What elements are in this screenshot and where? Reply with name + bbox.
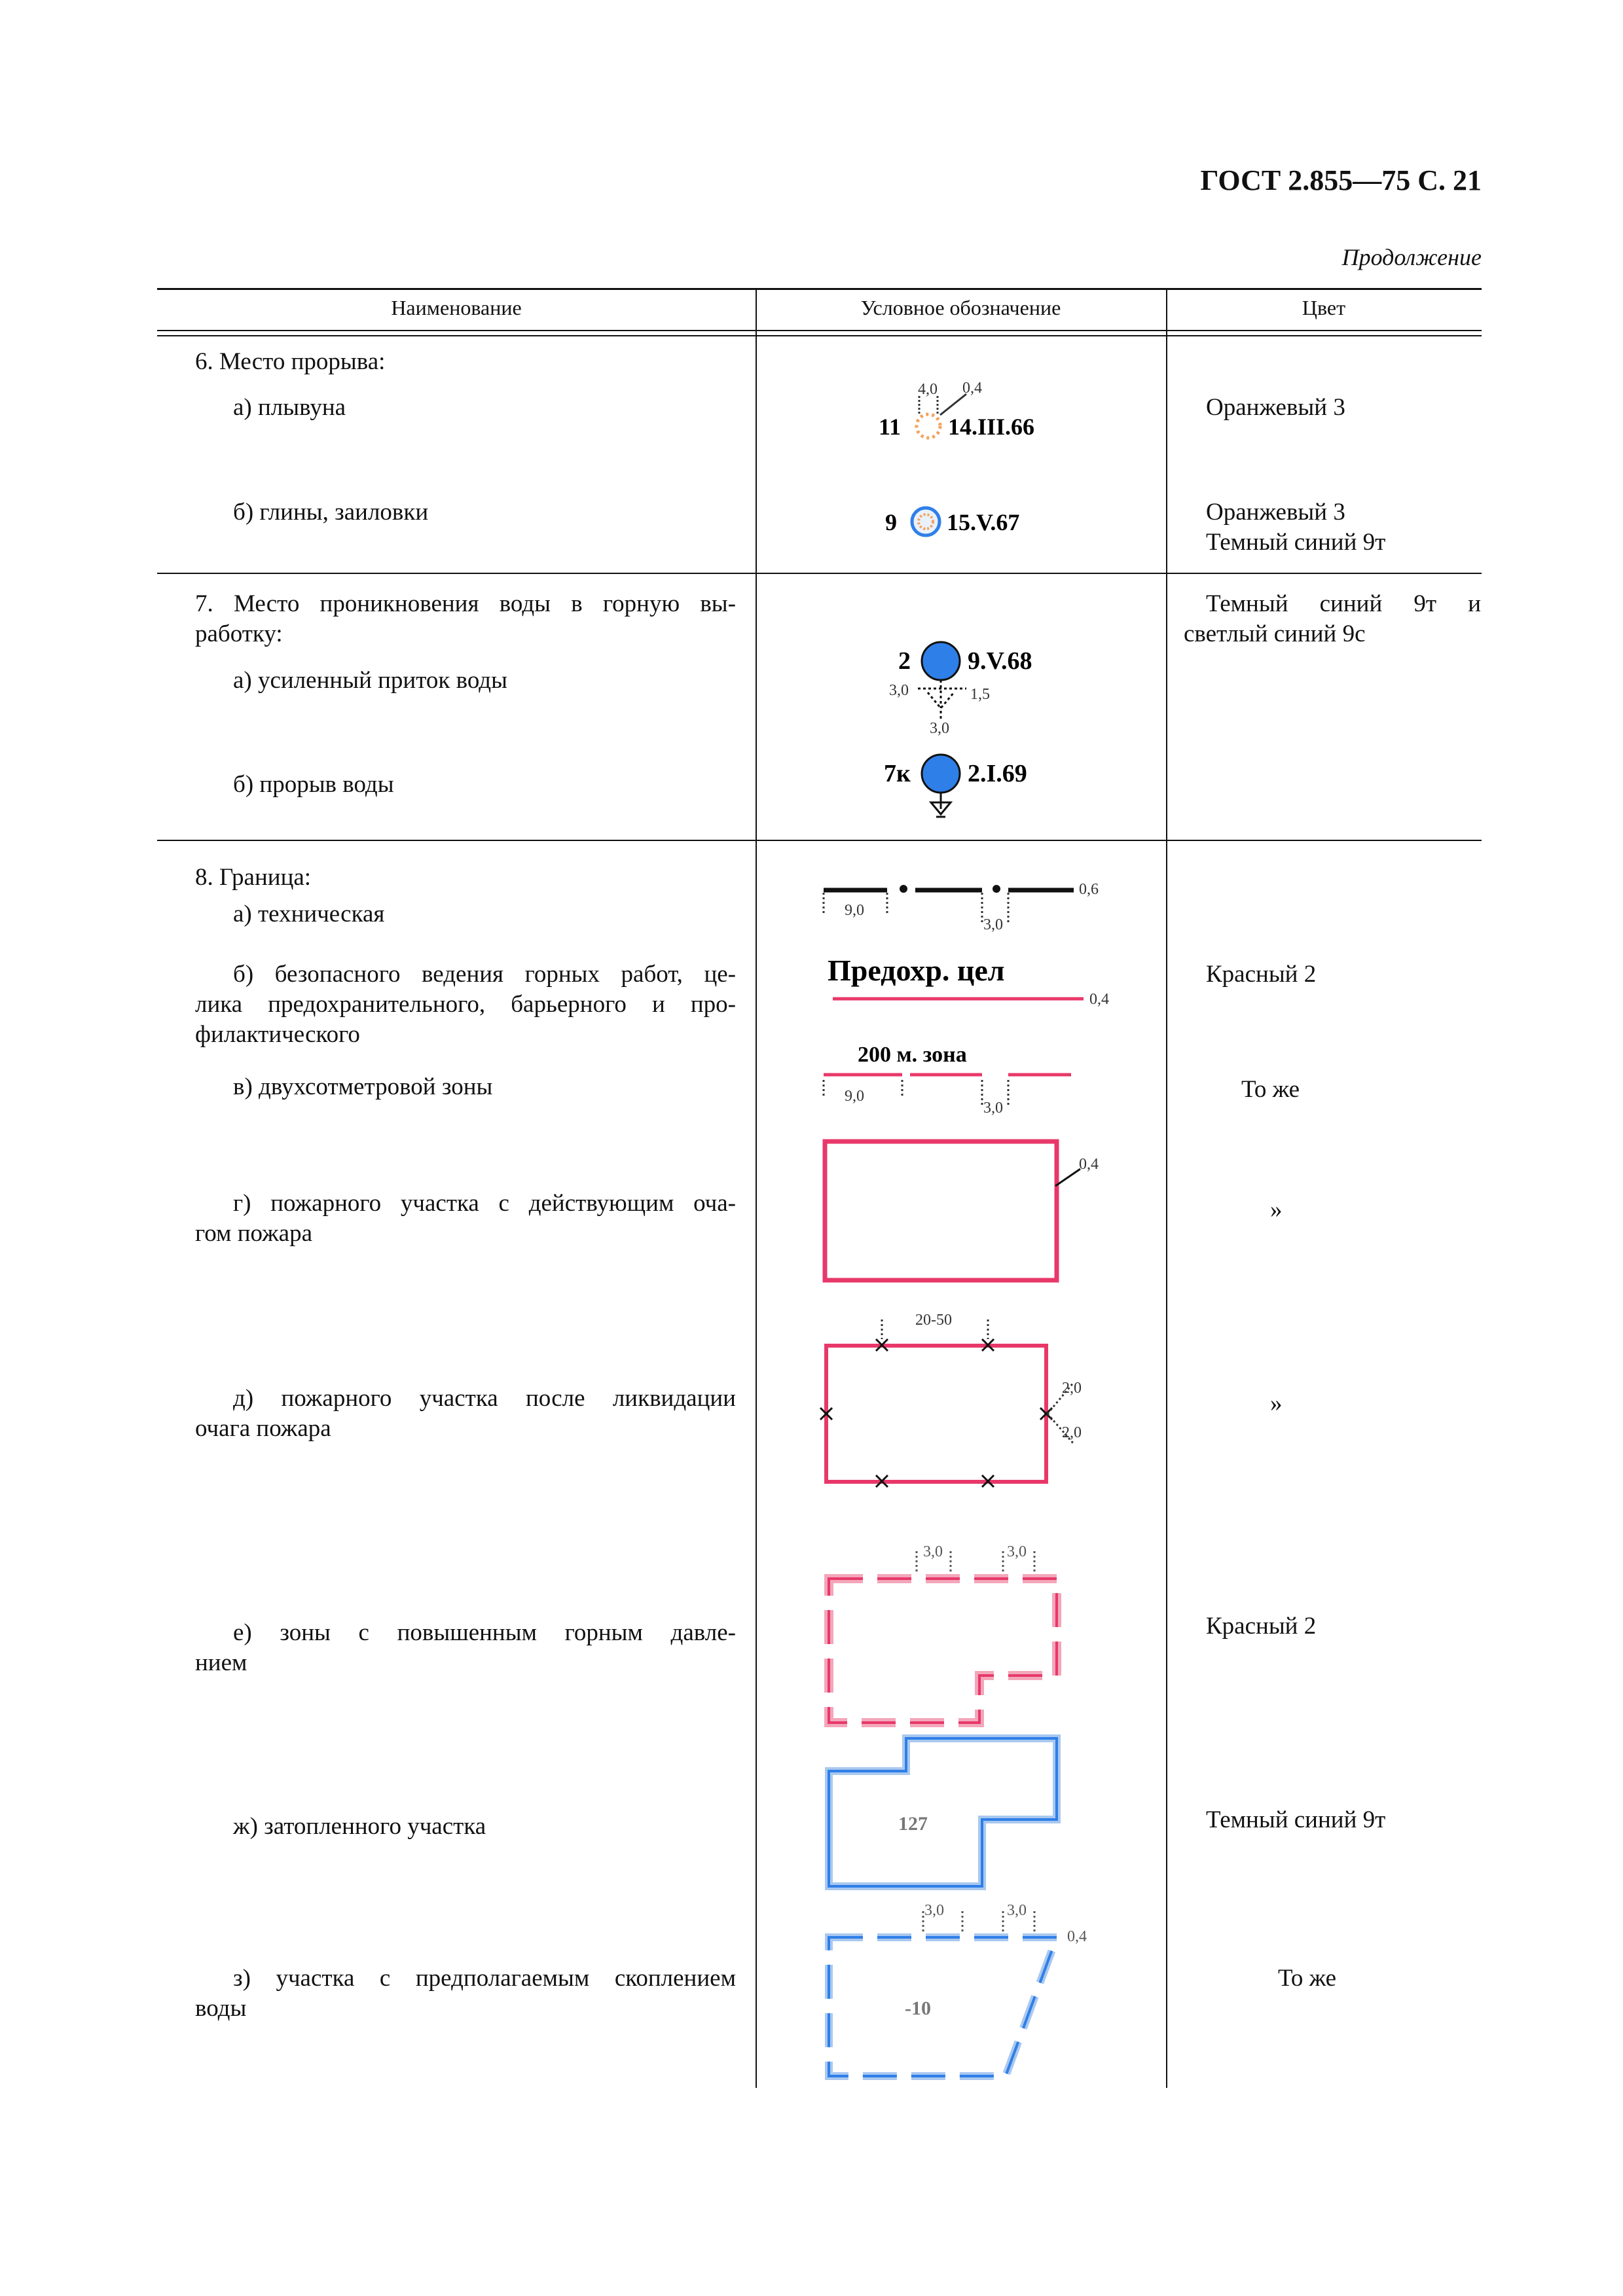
symbol-8h-dim3: 0,4 [1067, 1928, 1087, 1945]
section-6a-label: а) плывуна [233, 394, 346, 421]
symbol-8c [824, 1043, 1071, 1117]
symbol-8a-dim1: 9,0 [845, 902, 864, 919]
section-8f-color: Красный 2 [1206, 1613, 1317, 1640]
section-8b-line1: б) безопасного ведения горных работ, це- [233, 961, 736, 988]
symbol-7a [889, 642, 1032, 737]
section-8-title: 8. Граница: [195, 864, 312, 891]
section-8e-line1: д) пожарного участка после ликвидации [233, 1385, 736, 1412]
symbol-8g [829, 1738, 1057, 1886]
column-header-color: Цвет [1302, 296, 1346, 319]
extinguished-fire-area-rect [826, 1346, 1046, 1482]
symbol-8b-dim: 0,4 [1089, 991, 1109, 1008]
page-header: ГОСТ 2.855—75 С. 21 [1200, 164, 1482, 196]
symbol-8e-dim3: 2,0 [1062, 1424, 1082, 1441]
symbol-7b-left: 7к [884, 760, 911, 787]
flooded-area-outline [829, 1738, 1057, 1886]
symbol-8e-dim2: 2,0 [1062, 1380, 1082, 1397]
pressure-zone-outline [829, 1579, 1057, 1723]
symbol-7a-dim2: 1,5 [970, 686, 990, 703]
section-8h-color: То же [1278, 1965, 1337, 1992]
section-8d-line1: г) пожарного участка с действующим оча- [233, 1190, 736, 1217]
section-8e-line2: очага пожара [195, 1415, 331, 1442]
section-8g-color: Темный синий 9т [1206, 1806, 1386, 1833]
section-8b-color: Красный 2 [1206, 961, 1317, 988]
symbol-7b-right: 2.I.69 [968, 760, 1027, 787]
section-8h-line1: з) участка с предполагаемым скоплением [233, 1965, 736, 1992]
section-6b-color-2: Темный синий 9т [1206, 529, 1386, 556]
symbol-6a-left: 11 [879, 414, 902, 440]
quicksand-breakthrough-icon [917, 414, 940, 438]
symbol-8f-dim1: 3,0 [923, 1543, 943, 1560]
water-accumulation-edge [829, 1937, 1057, 2076]
section-8c-color: То же [1241, 1076, 1300, 1103]
symbol-6a-dim2: 0,4 [962, 380, 982, 397]
section-8g-label: ж) затопленного участка [233, 1813, 486, 1840]
water-accumulation-outline [829, 1937, 1057, 2076]
symbol-8d-leader [1055, 1169, 1080, 1186]
symbol-7a-dim3: 3,0 [930, 720, 949, 737]
symbol-6a-right: 14.III.66 [948, 414, 1035, 440]
symbol-8a-dim2: 3,0 [983, 916, 1003, 933]
pressure-zone-edge [829, 1579, 1057, 1723]
continuation-label: Продолжение [1341, 244, 1482, 270]
section-8c-label: в) двухсотметровой зоны [233, 1073, 493, 1100]
section-6a-color: Оранжевый 3 [1206, 394, 1345, 421]
symbol-8g-value: 127 [898, 1813, 928, 1835]
cross-marks [820, 1339, 1052, 1487]
section-6b-color-1: Оранжевый 3 [1206, 499, 1345, 526]
inflow-arrow-icon [928, 692, 954, 708]
boundary-dot-2 [993, 885, 1000, 893]
section-8b-line3: филактического [195, 1021, 360, 1048]
flooded-area-edge [829, 1738, 1057, 1886]
symbol-8h-dim2: 3,0 [1007, 1902, 1027, 1919]
symbol-8e [820, 1312, 1082, 1487]
symbol-8c-text: 200 м. зона [858, 1043, 967, 1067]
symbol-8c-dim1: 9,0 [845, 1088, 864, 1105]
section-8h-line2: воды [195, 1995, 247, 2022]
symbol-8a-dim3: 0,6 [1079, 881, 1099, 898]
symbol-6a-dim1: 4,0 [918, 381, 938, 398]
symbol-8h-value: -10 [905, 1998, 931, 2019]
section-7-color-line2: светлый синий 9с [1184, 620, 1366, 647]
active-fire-area-rect [825, 1141, 1057, 1280]
symbol-8e-dim1: 20-50 [915, 1312, 952, 1329]
symbol-8h-dim1: 3,0 [924, 1902, 944, 1919]
symbol-6a-leader [940, 394, 966, 415]
symbol-6a [879, 380, 1034, 440]
water-inflow-icon [922, 642, 960, 680]
water-breakthrough-icon [922, 755, 960, 793]
symbol-6b-left: 9 [885, 509, 897, 535]
section-6-title: 6. Место прорыва: [195, 348, 386, 375]
symbol-8d [825, 1141, 1099, 1280]
section-6b-label: б) глины, заиловки [233, 499, 429, 526]
column-header-symbol: Условное обозначение [860, 296, 1061, 319]
section-8a-label: а) техническая [233, 901, 385, 927]
symbol-7a-left: 2 [898, 647, 911, 675]
symbol-7a-right: 9.V.68 [968, 647, 1032, 675]
boundary-dot-1 [900, 885, 907, 893]
section-7-title-line1: 7. Место проникновения воды в горную вы- [195, 590, 736, 617]
symbol-8h [829, 1902, 1087, 2076]
section-8f-line1: е) зоны с повышенным горным давле- [233, 1619, 736, 1646]
section-7-color-line1: Темный синий 9т и [1206, 590, 1481, 617]
symbol-8b-text: Предохр. цел [828, 954, 1005, 987]
section-7a-label: а) усиленный приток воды [233, 667, 507, 694]
symbol-8d-dim: 0,4 [1079, 1156, 1099, 1173]
symbol-8a [824, 881, 1099, 933]
section-8b-line2: лика предохранительного, барьерного и про- [195, 991, 736, 1018]
clay-breakthrough-icon [912, 508, 939, 535]
symbol-8f-dim2: 3,0 [1007, 1543, 1027, 1560]
section-8e-color: » [1270, 1390, 1283, 1417]
section-8d-color: » [1270, 1196, 1283, 1223]
section-8d-line2: гом пожара [195, 1220, 313, 1247]
symbol-8f [829, 1543, 1057, 1723]
section-7b-label: б) прорыв воды [233, 771, 394, 798]
symbol-6b-right: 15.V.67 [947, 509, 1020, 535]
symbol-6b [885, 508, 1019, 535]
section-8f-line2: нием [195, 1649, 247, 1676]
column-header-name: Наименование [391, 296, 522, 319]
symbol-7a-dim1: 3,0 [889, 682, 909, 699]
section-7-title-line2: работку: [195, 620, 283, 647]
symbol-8c-dim2: 3,0 [983, 1100, 1003, 1117]
symbol-8b [828, 954, 1109, 1008]
symbol-7b [884, 755, 1027, 817]
